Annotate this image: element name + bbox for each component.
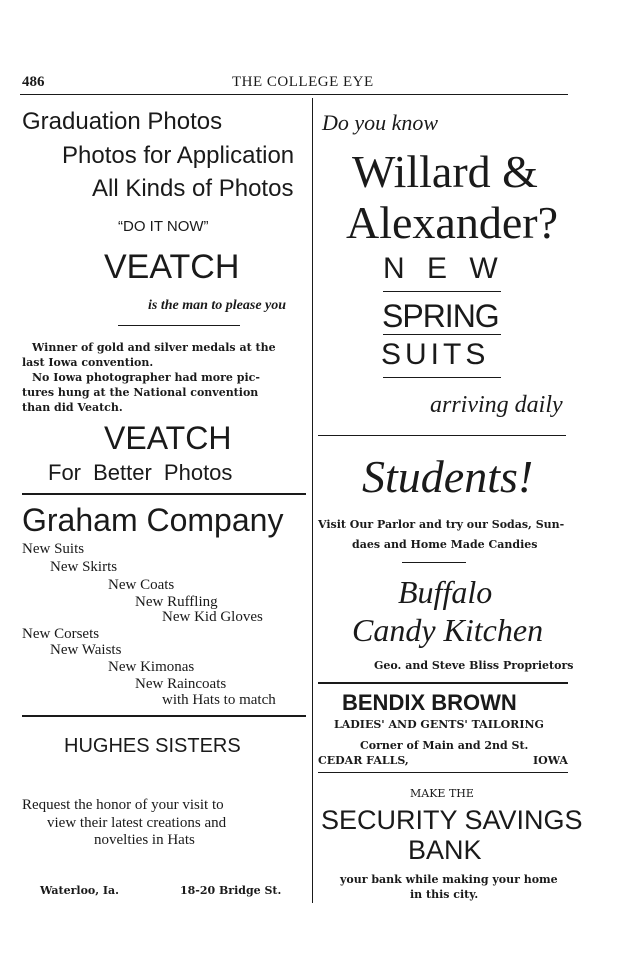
city: Waterloo, Ia. bbox=[40, 884, 120, 897]
divider bbox=[318, 772, 568, 773]
business-name: BANK bbox=[408, 835, 482, 865]
divider bbox=[383, 291, 501, 292]
ad-line: SUITS bbox=[381, 338, 490, 371]
business-name: HUGHES SISTERS bbox=[64, 735, 241, 757]
list-item: New Raincoats bbox=[135, 676, 227, 692]
question: Do you know bbox=[322, 110, 439, 135]
body-line: daes and Home Made Candies bbox=[352, 538, 538, 551]
business-name: VEATCH bbox=[104, 248, 240, 286]
divider bbox=[383, 334, 501, 335]
body-line: novelties in Hats bbox=[94, 832, 195, 848]
body-line: your bank while making your home bbox=[340, 873, 558, 886]
business-name: Alexander? bbox=[346, 197, 558, 248]
ad-line: Graduation Photos bbox=[22, 108, 223, 135]
address: 18-20 Bridge St. bbox=[180, 884, 282, 897]
list-item: with Hats to match bbox=[162, 692, 276, 708]
divider bbox=[402, 562, 466, 563]
closing: arriving daily bbox=[430, 392, 563, 418]
business-name: Candy Kitchen bbox=[352, 612, 544, 648]
list-item: New Suits bbox=[22, 541, 85, 557]
address: Corner of Main and 2nd St. bbox=[360, 739, 529, 752]
list-item: New Skirts bbox=[50, 559, 118, 575]
body-line: No Iowa photographer had more pic- bbox=[32, 371, 260, 384]
headline: Students! bbox=[362, 451, 534, 502]
list-item: New Waists bbox=[50, 642, 122, 658]
body-line: view their latest creations and bbox=[47, 815, 227, 831]
business-name: Willard & bbox=[352, 146, 538, 197]
body-line: Winner of gold and silver medals at the bbox=[32, 341, 276, 354]
page-number: 486 bbox=[22, 74, 45, 90]
body-line: in this city. bbox=[410, 888, 479, 901]
ad-line: SPRING bbox=[382, 298, 499, 334]
business-name: Buffalo bbox=[398, 574, 493, 610]
column-divider bbox=[312, 98, 313, 903]
list-item: New Kimonas bbox=[108, 659, 195, 675]
divider bbox=[318, 435, 566, 436]
business-name: Graham Company bbox=[22, 502, 284, 538]
body-line: tures hung at the National convention bbox=[22, 386, 259, 399]
proprietors: Geo. and Steve Bliss Proprietors bbox=[374, 659, 574, 672]
divider bbox=[22, 715, 306, 717]
list-item: New Ruffling bbox=[135, 594, 218, 610]
ad-line: Photos for Application bbox=[62, 142, 295, 169]
state: IOWA bbox=[533, 754, 568, 767]
divider bbox=[118, 325, 240, 326]
divider bbox=[318, 682, 568, 684]
business-name: VEATCH bbox=[104, 420, 232, 456]
intro: MAKE THE bbox=[410, 787, 474, 800]
body-line: than did Veatch. bbox=[22, 401, 123, 414]
business-name: SECURITY SAVINGS bbox=[321, 805, 583, 835]
list-item: New Kid Gloves bbox=[162, 609, 263, 625]
business-name: BENDIX BROWN bbox=[342, 690, 517, 715]
list-item: New Corsets bbox=[22, 626, 100, 642]
tagline: LADIES' AND GENTS' TAILORING bbox=[334, 718, 544, 731]
divider bbox=[383, 377, 501, 378]
body-line: last Iowa convention. bbox=[22, 356, 154, 369]
list-item: New Coats bbox=[108, 577, 175, 593]
body-line: Visit Our Parlor and try our Sodas, Sun- bbox=[318, 518, 565, 531]
header-rule bbox=[20, 94, 568, 95]
closing: For Better Photos bbox=[48, 460, 233, 485]
tagline: is the man to please you bbox=[148, 298, 287, 313]
divider bbox=[22, 493, 306, 495]
slogan: “DO IT NOW” bbox=[118, 218, 209, 235]
ad-line: N E W bbox=[383, 252, 502, 285]
ad-line: All Kinds of Photos bbox=[92, 175, 294, 202]
body-line: Request the honor of your visit to bbox=[22, 797, 224, 813]
city: CEDAR FALLS, bbox=[318, 754, 409, 767]
publication-title: THE COLLEGE EYE bbox=[232, 74, 374, 90]
